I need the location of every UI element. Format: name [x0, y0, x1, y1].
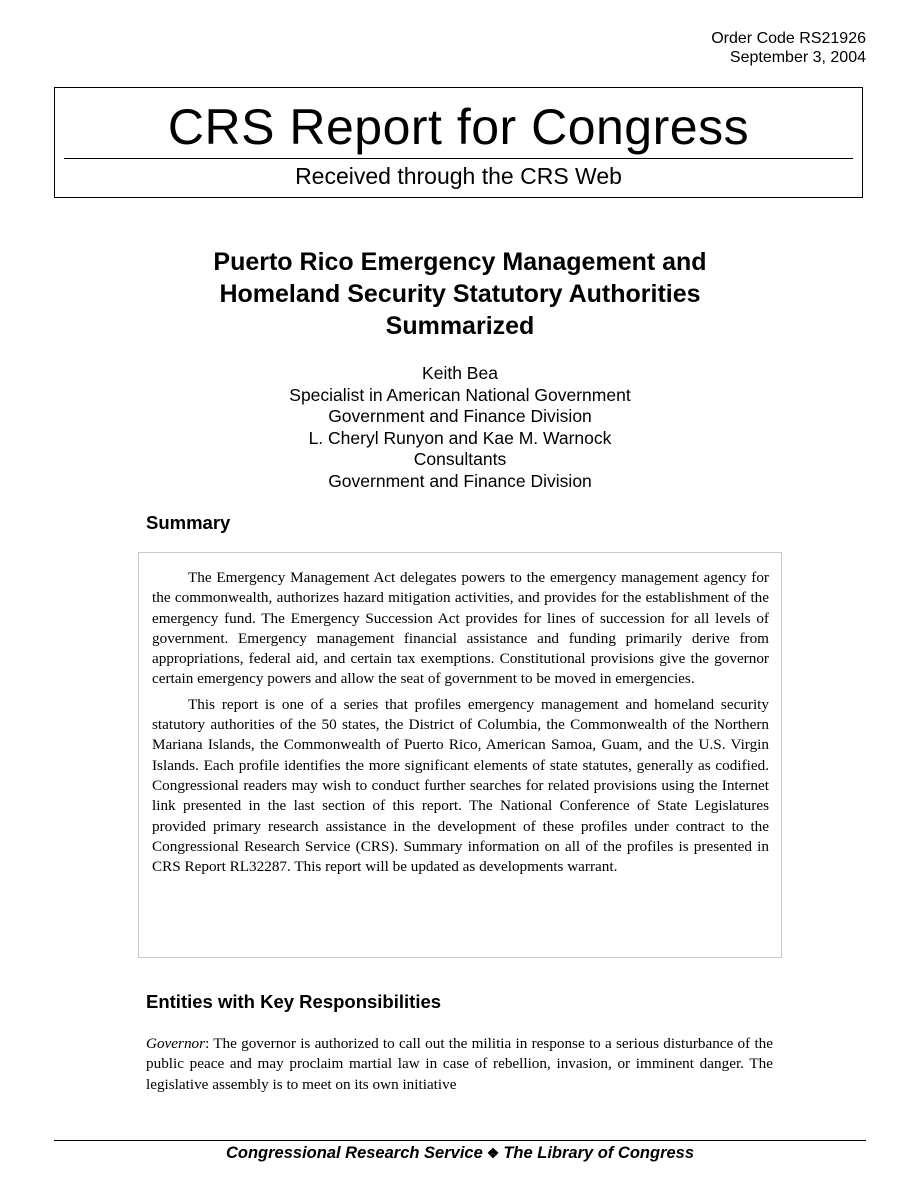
summary-heading: Summary: [146, 512, 231, 533]
coauthor-names: L. Cheryl Runyon and Kae M. Warnock: [308, 427, 612, 448]
author-title: Specialist in American National Government: [289, 384, 631, 405]
report-header-box: [54, 87, 863, 198]
summary-paragraph: The Emergency Management Act delegates powers to the emergency management agency for the commonwealth, authorizes hazard mitigation activities, and provides for the establishment of the emergency fund. The Emergency Succession Act provides for lines of succession for all levels of government. Emergency management financial assistance and funding primarily derive from appropriations, federal aid, and certain tax exemptions. Constitutional provisions give the governor certain emergency powers and allow the seat of government to be moved in emergencies.: [152, 569, 769, 688]
header-divider: [64, 158, 853, 159]
order-code: Order Code RS21926: [711, 30, 866, 47]
footer-separator-icon: ❖: [486, 1145, 500, 1161]
report-subtitle: Received through the CRS Web: [295, 163, 622, 189]
page-footer: [0, 1143, 920, 1163]
entities-heading: Entities with Key Responsibilities: [146, 991, 442, 1012]
report-title: CRS Report for Congress: [167, 99, 750, 155]
document-title: [120, 246, 800, 342]
document-title-line: Summarized: [385, 312, 535, 340]
order-date: September 3, 2004: [729, 49, 866, 66]
governor-text: : The governor is authorized to call out the militia in response to a serious disturbance of the public peace and may proclaim martial law in case of rebellion, invasion, or imminent danger. The legislative assembly is to meet on its own initiative: [146, 1035, 773, 1093]
author-division: Government and Finance Division: [328, 406, 592, 426]
order-info: [711, 29, 866, 67]
governor-paragraph: [146, 1034, 773, 1095]
author-name: Keith Bea: [422, 363, 498, 383]
governor-term: Governor: [146, 1035, 206, 1052]
summary-paragraph: This report is one of a series that profiles emergency management and homeland security statutory authorities of the 50 states, the District of Columbia, the Commonwealth of the Northern Mariana Islands, the Commonwealth of Puerto Rico, American Samoa, Guam, and the U.S. Virgin Islands. Each profile identifies the more significant elements of state statutes, generally as codified. Congressional readers may wish to conduct further searches for related provisions using the Internet link presented in the last section of this report. The National Conference of State Legislatures provided primary research assistance in the development of these profiles under contract to the Congressional Research Service (CRS). Summary information on all of the profiles is presented in CRS Report RL32287. This report will be updated as developments warrant.: [152, 695, 769, 876]
summary-box: [138, 552, 782, 958]
document-title-line: Homeland Security Statutory Authorities: [219, 280, 701, 308]
footer-org: Congressional Research Service: [225, 1144, 483, 1162]
document-title-line: Puerto Rico Emergency Management and: [213, 248, 707, 276]
footer-divider: [54, 1140, 866, 1141]
footer-library: The Library of Congress: [503, 1144, 695, 1162]
coauthor-title: Consultants: [413, 449, 507, 469]
entities-body: [146, 1034, 773, 1095]
coauthor-division: Government and Finance Division: [328, 470, 592, 491]
summary-text: [152, 568, 769, 882]
author-block: [160, 363, 760, 492]
